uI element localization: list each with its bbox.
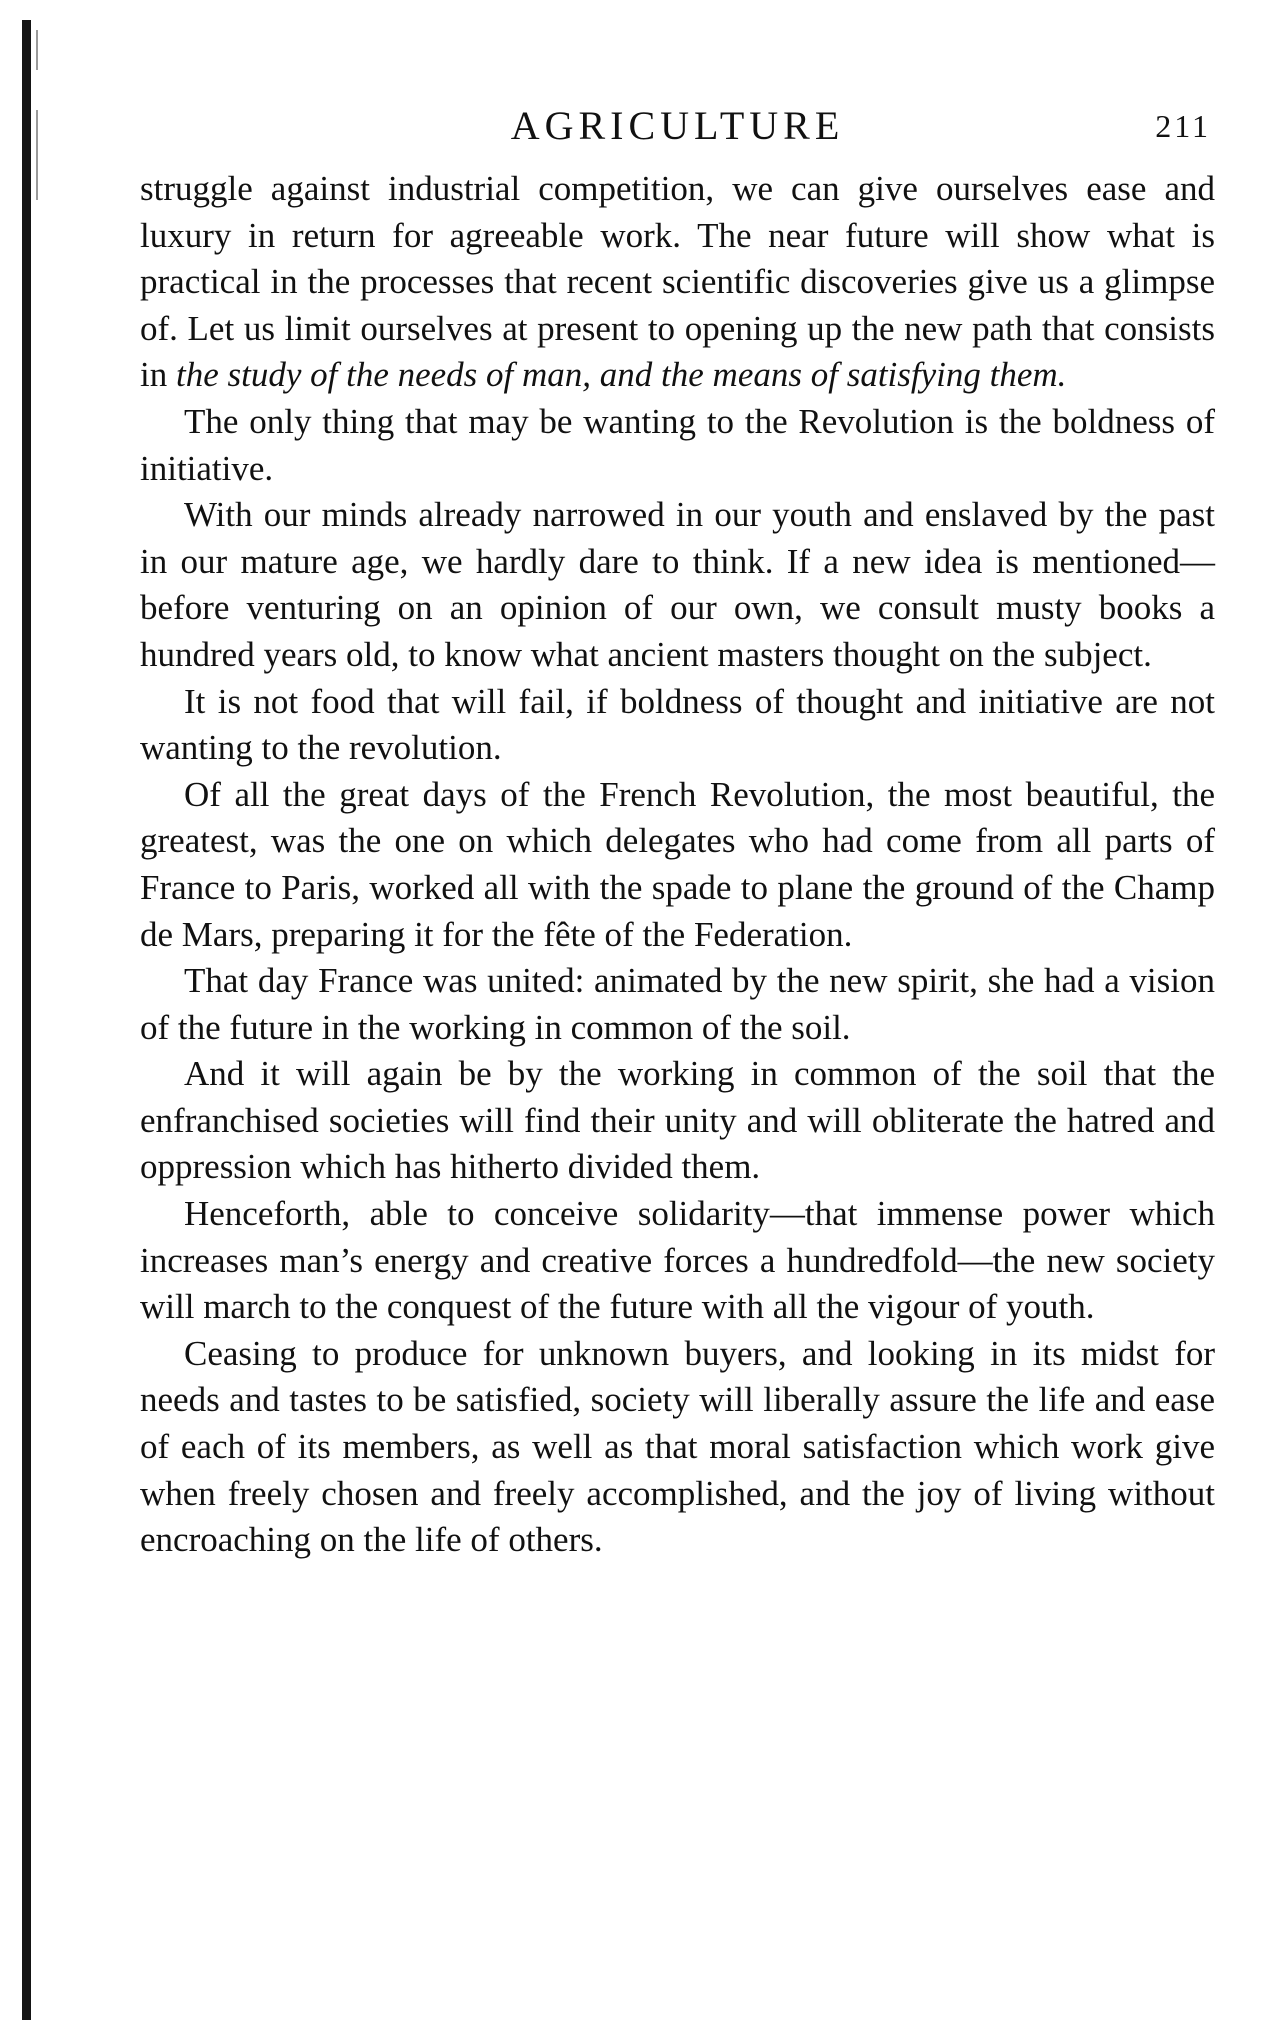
page-header [140,98,1215,154]
paragraph [140,166,1215,399]
paragraph: The only thing that may be wanting to the Revolution is the boldness of initiative. [140,401,1215,488]
emphasized-text: the study of the needs of man, and the means of satisfying them. [175,355,1067,395]
page-edge-mark [36,30,38,70]
paragraph: Henceforth, able to conceive solidarity—that immense power which increases man’s energy and creative forces a hundredfold—the new society will march to the conquest of the future with all the vigour of youth. [140,1194,1215,1327]
body-text [140,166,1215,1564]
running-head: AGRICULTURE [510,103,845,148]
paragraph-text: struggle against industrial competition, we can give ourselves ease and luxury in return for agreeable work. The near future will show what is practical in the processes that recent scientific discoveries give us a glimpse of. Let us limit ourselves at present to opening up the new path that consists in [140,169,1215,395]
paragraph: And it will again be by the working in common of the soil that the enfranchised societies will find their unity and will obliterate the hatred and oppression which has hitherto divided them. [140,1054,1215,1187]
paragraph: Ceasing to produce for unknown buyers, and looking in its midst for needs and tastes to be satisfied, society will liberally assure the life and ease of each of its members, as well as that moral satisfaction which work give when freely chosen and freely accomplished, and the joy of living without encroaching on the life of others. [140,1333,1215,1560]
page-edge-mark [36,110,38,200]
paragraph: It is not food that will fail, if boldness of thought and initiative are not wanting to the revolution. [140,681,1215,768]
paragraph: Of all the great days of the French Revolution, the most beautiful, the greatest, was the one on which delegates who had come from all parts of France to Paris, worked all with the spade to plane the ground of the Champ de Mars, preparing it for the fête of the Federation. [140,774,1215,954]
paragraph: With our minds already narrowed in our youth and enslaved by the past in our mature age, we hardly dare to think. If a new idea is mentioned—before venturing on an opinion of our own, we consult musty books a hundred years old, to know what ancient masters thought on the subject. [140,495,1215,674]
paragraph: That day France was united: animated by the new spirit, she had a vision of the future in the working in common of the soil. [140,961,1215,1047]
page-binding-edge [22,20,31,2020]
page-number: 211 [1155,108,1211,144]
